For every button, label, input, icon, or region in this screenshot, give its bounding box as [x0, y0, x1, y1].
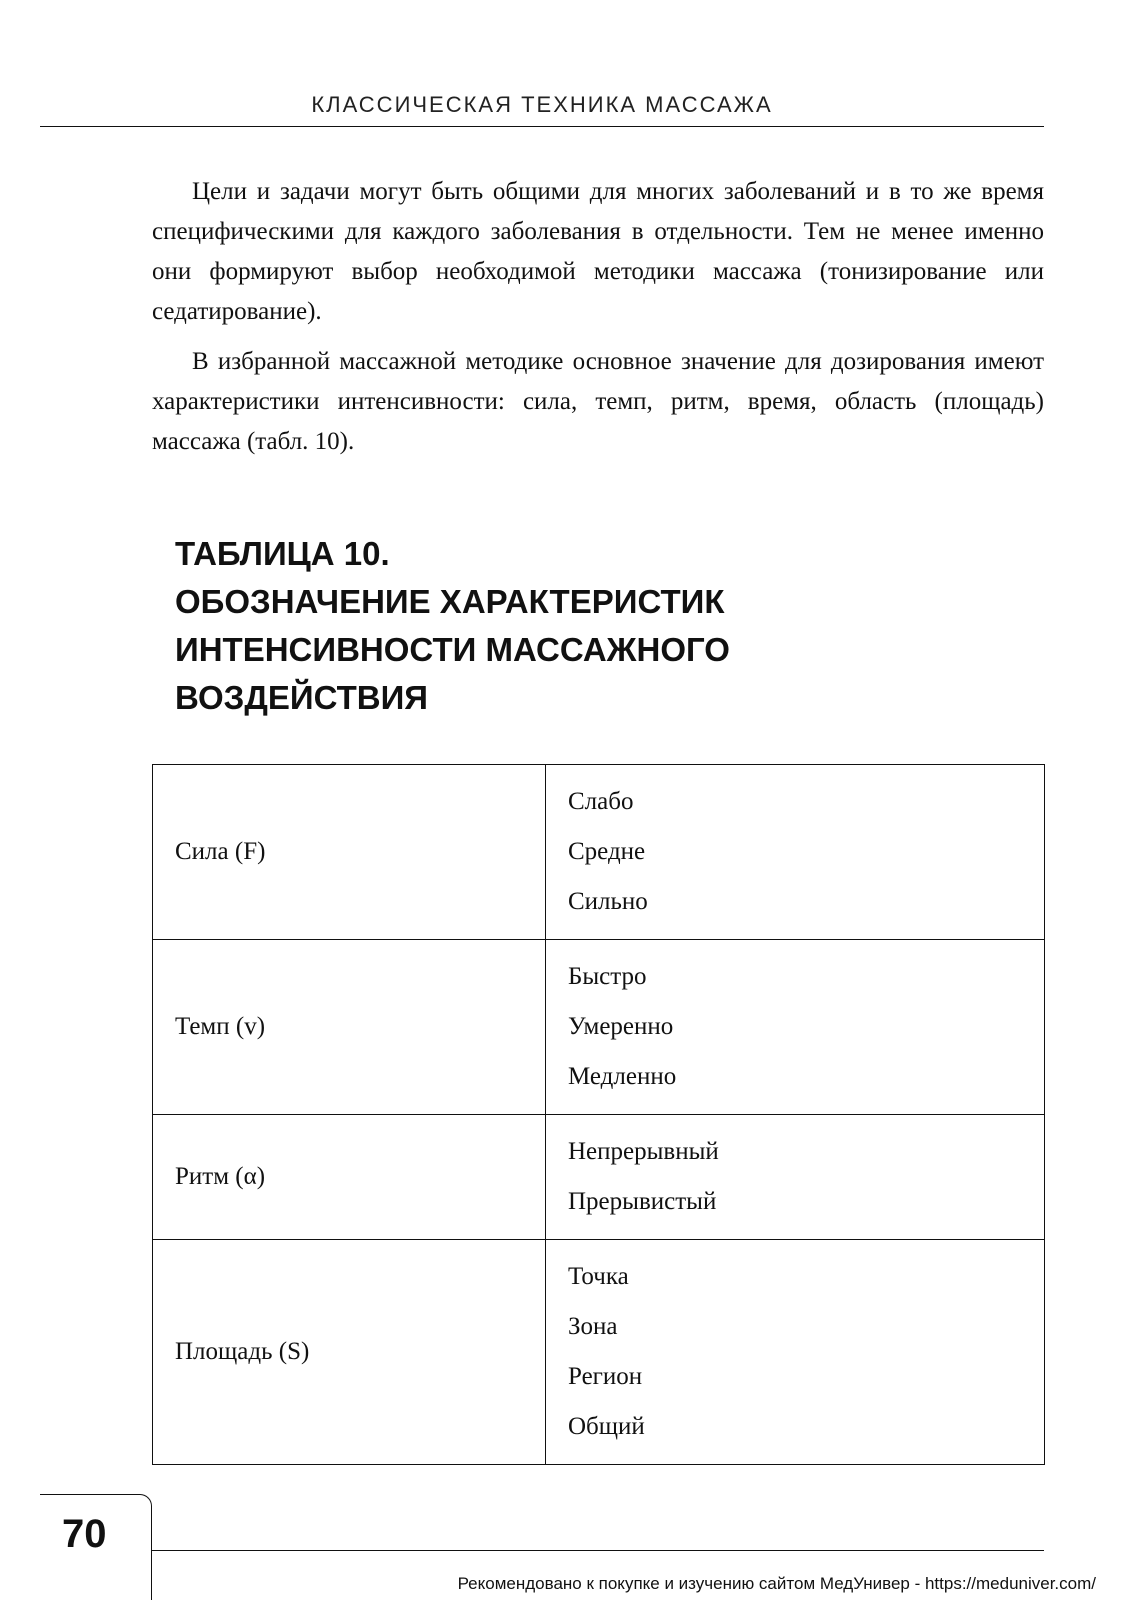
table-row: [153, 1240, 1045, 1465]
running-header: КЛАССИЧЕСКАЯ ТЕХНИКА МАССАЖА: [311, 92, 773, 117]
header-rule: [40, 126, 1044, 127]
level-item: Быстро: [568, 963, 647, 990]
paragraph: В избранной массажной методике основное значение для дозирования имеют характеристики интенсивности: сила, темп, ритм, время, область (площадь) массажа (табл. 10).: [152, 348, 1044, 455]
table-row: [153, 940, 1045, 1115]
parameter-cell: Темп (v): [153, 940, 546, 1115]
watermark-text: Рекомендовано к покупке и изучению сайтом МедУнивер - https://meduniver.com/: [457, 1574, 1096, 1593]
parameter-cell: Площадь (S): [153, 1240, 546, 1465]
paragraph: Цели и задачи могут быть общими для многих заболеваний и в то же время специфическими для каждого заболевания в отдельности. Тем не менее именно они формируют выбор необходимой методики массажа (тонизирование или седатирование).: [152, 178, 1044, 325]
table-title-line: ИНТЕНСИВНОСТИ МАССАЖНОГО: [175, 631, 730, 668]
level-item: Точка: [568, 1263, 629, 1290]
parameter-cell: Ритм (α): [153, 1115, 546, 1240]
table-title-line: ВОЗДЕЙСТВИЯ: [175, 679, 429, 716]
table-title-line: ОБОЗНАЧЕНИЕ ХАРАКТЕРИСТИК: [175, 583, 725, 620]
table-row: [153, 765, 1045, 940]
level-item: Средне: [568, 838, 646, 865]
levels-cell: [546, 940, 1045, 1115]
level-item: Слабо: [568, 788, 634, 815]
level-item: Непрерывный: [568, 1138, 719, 1165]
footer-rule: [152, 1550, 1044, 1551]
level-item: Прерывистый: [568, 1188, 717, 1215]
level-item: Регион: [568, 1363, 643, 1390]
body-text: [152, 172, 1044, 472]
levels-cell: [546, 1115, 1045, 1240]
level-item: Зона: [568, 1313, 618, 1340]
page-number: 70: [62, 1512, 107, 1556]
levels-cell: [546, 1240, 1045, 1465]
level-item: Умеренно: [568, 1013, 674, 1040]
level-item: Медленно: [568, 1063, 677, 1090]
intensity-table: [152, 764, 1045, 1465]
levels-cell: [546, 765, 1045, 940]
parameter-cell: Сила (F): [153, 765, 546, 940]
table-row: [153, 1115, 1045, 1240]
table-title: [175, 530, 875, 722]
table-title-line: ТАБЛИЦА 10.: [175, 535, 390, 572]
level-item: Общий: [568, 1413, 645, 1440]
level-item: Сильно: [568, 888, 648, 915]
